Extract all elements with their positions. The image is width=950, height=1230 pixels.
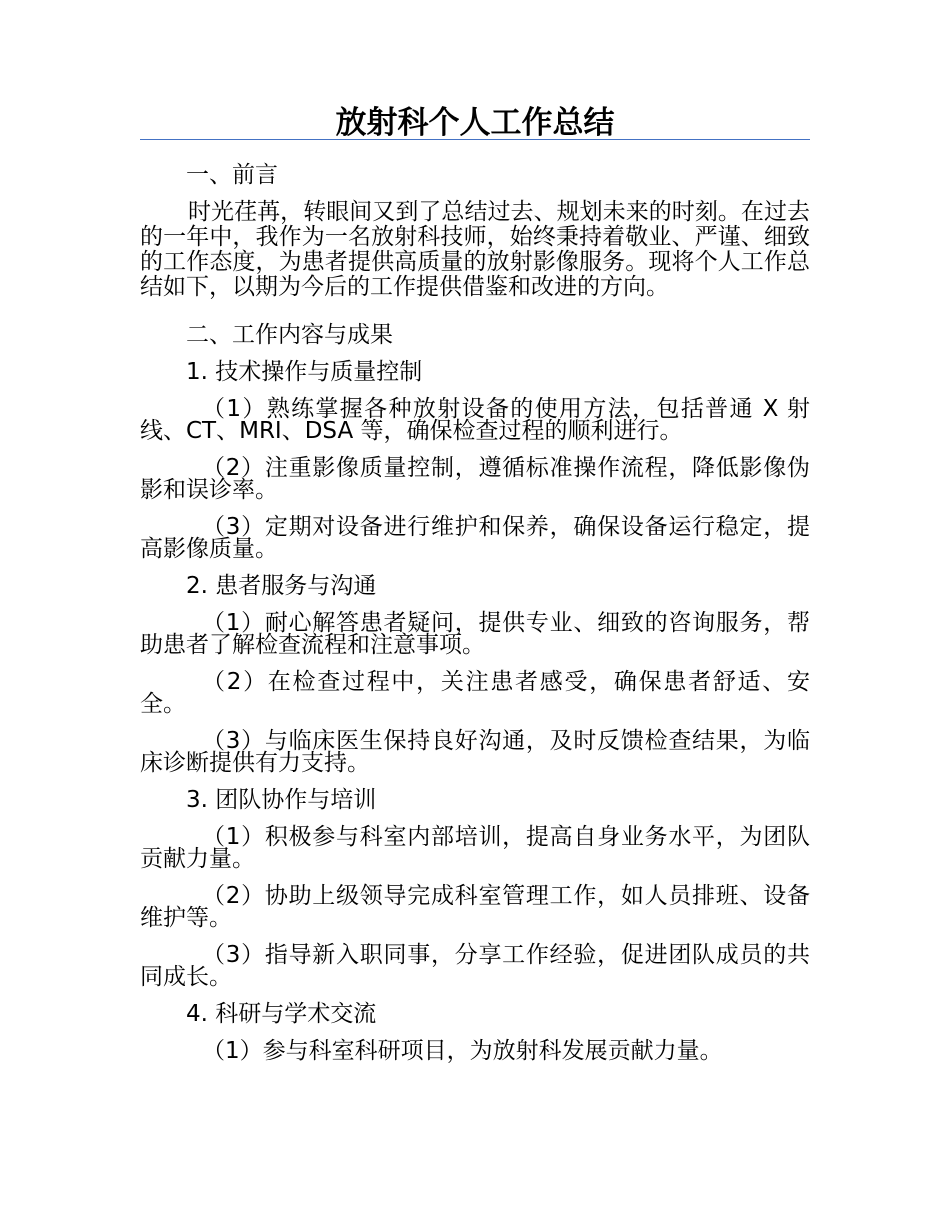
paragraph-patient-3: （3）与临床医生保持良好沟通，及时反馈检查结果，为临床诊断提供有力支持。 [140,728,810,776]
subsection-heading-technique: 1. 技术操作与质量控制 [186,359,423,385]
paragraph-technique-3: （3）定期对设备进行维护和保养，确保设备运行稳定，提高影像质量。 [140,514,810,562]
title-underline [140,139,810,140]
subsection-heading-team: 3. 团队协作与培训 [186,787,377,813]
paragraph-patient-2: （2）在检查过程中，关注患者感受，确保患者舒适、安全。 [140,669,810,717]
section-heading-preface: 一、前言 [186,162,278,188]
paragraph-patient-1: （1）耐心解答患者疑问，提供专业、细致的咨询服务，帮助患者了解检查流程和注意事项。 [140,610,810,658]
paragraph-team-2: （2）协助上级领导完成科室管理工作，如人员排班、设备维护等。 [140,883,810,931]
paragraph-team-1: （1）积极参与科室内部培训，提高自身业务水平，为团队贡献力量。 [140,824,810,872]
paragraph-technique-2: （2）注重影像质量控制，遵循标准操作流程，降低影像伪影和误诊率。 [140,455,810,503]
paragraph-research-1: （1）参与科室科研项目，为放射科发展贡献力量。 [202,1038,723,1064]
document-title: 放射科个人工作总结 [335,105,615,141]
paragraph-preface: 时光荏苒，转眼间又到了总结过去、规划未来的时刻。在过去的一年中，我作为一名放射科技师，始终秉持着敬业、严谨、细致的工作态度，为患者提供高质量的放射影像服务。现将个人工作总结如下，以期为今后的工作提供借鉴和改进的方向。 [140,199,810,300]
paragraph-team-3: （3）指导新入职同事，分享工作经验，促进团队成员的共同成长。 [140,942,810,990]
subsection-heading-patient: 2. 患者服务与沟通 [186,573,377,599]
subsection-heading-research: 4. 科研与学术交流 [186,1001,377,1027]
paragraph-technique-1: （1）熟练掌握各种放射设备的使用方法，包括普通 X 射线、CT、MRI、DSA 等，确保检查过程的顺利进行。 [140,396,810,444]
section-heading-work: 二、工作内容与成果 [186,322,393,348]
